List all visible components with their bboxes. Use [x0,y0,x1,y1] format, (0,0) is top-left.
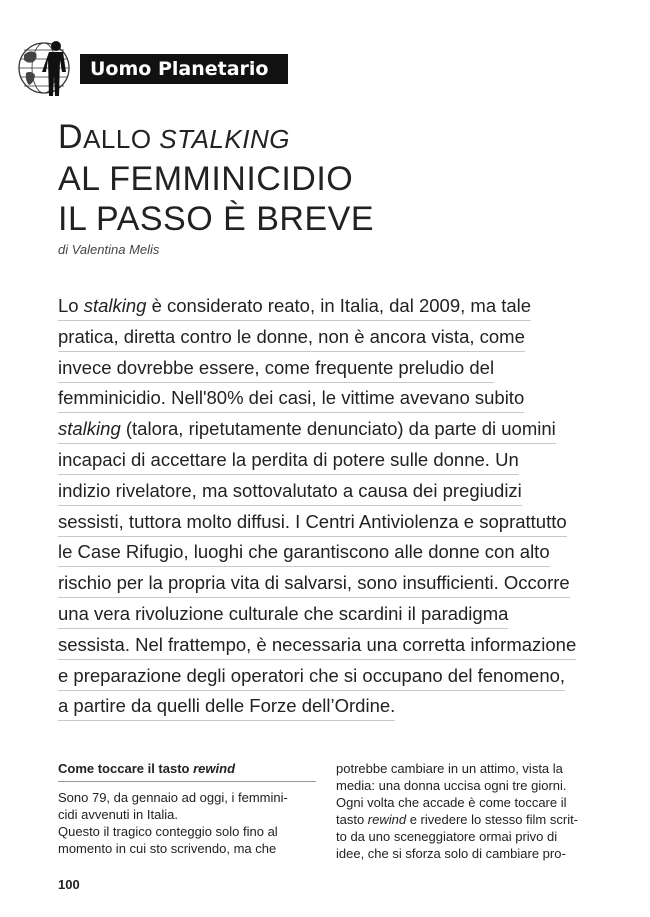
lead-line: sessista. Nel frattempo, è necessaria una corretta informazione [58,631,598,662]
body-line: idee, che si sforza solo di cambiare pro- [336,846,566,861]
lead-line: rischio per la propria vita di salvarsi, sono insufficienti. Occorre [58,569,598,600]
lead-line: pratica, diretta contro le donne, non è ancora vista, come [58,323,598,354]
lead-line: stalking (talora, ripetutamente denunciato) da parte di uomini [58,415,598,446]
lead-line: indizio rivelatore, ma sottovalutato a causa dei pregiudizi [58,477,598,508]
uomo-planetario-logo-icon [18,37,74,99]
title-line-1: DALLO STALKING [58,118,290,156]
lead-line: una vera rivoluzione culturale che scardini il paradigma [58,600,598,631]
section-rubric: Uomo Planetario [80,54,288,84]
body-line: tasto rewind e rivedere lo stesso film scrit- [336,812,579,827]
lead-line: e preparazione degli operatori che si occupano del fenomeno, [58,662,598,693]
lead-line: invece dovrebbe essere, come frequente preludio del [58,354,598,385]
byline: di Valentina Melis [58,242,160,257]
lead-line: incapaci di accettare la perdita di potere sulle donne. Un [58,446,598,477]
lead-line: sessisti, tuttora molto diffusi. I Centri Antiviolenza e soprattutto [58,508,598,539]
section-heading: Come toccare il tasto rewind [58,760,316,782]
lead-line: femminicidio. Nell'80% dei casi, le vittime avevano subito [58,384,598,415]
article-title [58,117,578,239]
body-line: potrebbe cambiare in un attimo, vista la [336,761,563,776]
body-line: Sono 79, da gennaio ad oggi, i femmini- [58,790,288,805]
title-line-2: AL FEMMINICIDIO [58,160,354,198]
body-column-right [336,760,594,862]
body-line: cidi avvenuti in Italia. [58,807,178,822]
body-line: Questo il tragico conteggio solo fino al [58,824,278,839]
lead-paragraph [58,292,598,723]
body-line: momento in cui sto scrivendo, ma che [58,841,277,856]
body-line: to da uno sceneggiatore ormai privo di [336,829,558,844]
lead-line: Lo stalking è considerato reato, in Italia, dal 2009, ma tale [58,292,598,323]
lead-line: a partire da quelli delle Forze dell’Ordine. [58,692,598,723]
page-number: 100 [58,877,80,892]
body-line: media: una donna uccisa ogni tre giorni. [336,778,567,793]
lead-line: le Case Rifugio, luoghi che garantiscono alle donne con alto [58,538,598,569]
title-line-3: IL PASSO È BREVE [58,200,375,238]
body-line: Ogni volta che accade è come toccare il [336,795,567,810]
body-column-left [58,760,316,857]
